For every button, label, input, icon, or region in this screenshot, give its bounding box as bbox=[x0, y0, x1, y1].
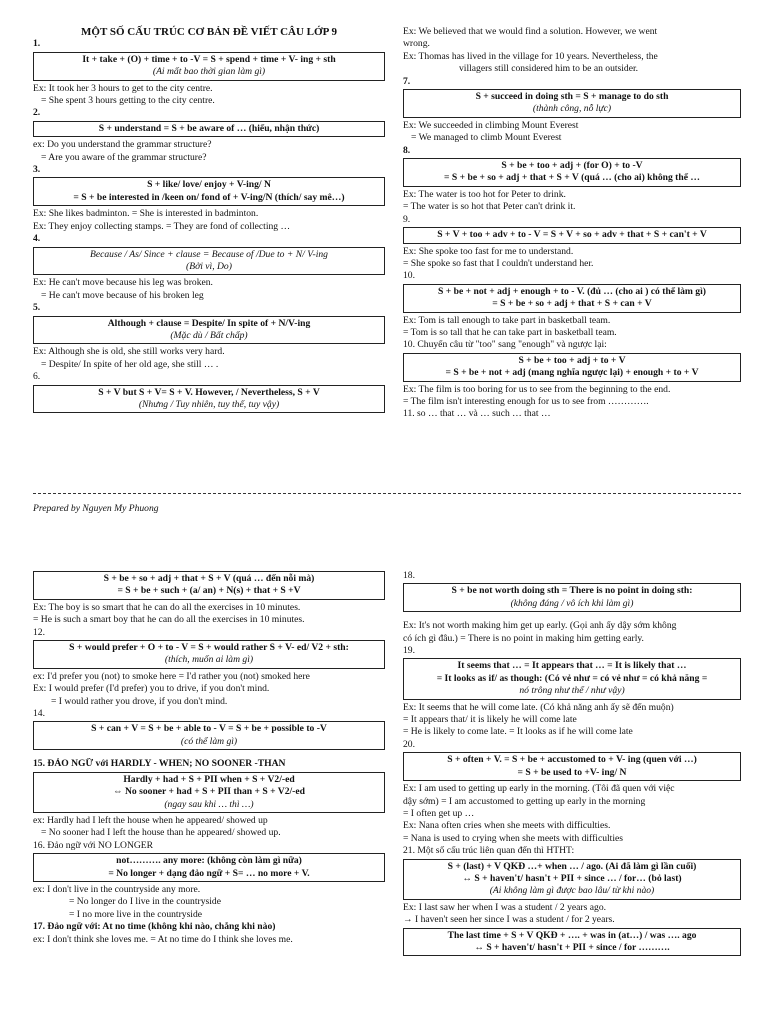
formula-box bbox=[33, 721, 385, 750]
formula-text: S + V + too + adv + to - V = S + V + so + adv + that + S + can't + V bbox=[437, 229, 707, 241]
formula-box bbox=[33, 385, 385, 414]
formula-text: = S + be + so + adj + that + S + V (quá … (cho ai) không thể … bbox=[444, 172, 700, 184]
section-number: 7. bbox=[403, 75, 411, 87]
example-line: = I often get up … bbox=[403, 807, 475, 819]
section-heading: 17. Đảo ngữ với: At no time (không khi nào, chẳng khi nào) bbox=[33, 921, 276, 933]
example-line: Ex: Tom is tall enough to take part in basketball team. bbox=[403, 314, 611, 326]
section-number: 14. bbox=[33, 708, 45, 720]
example-line: Ex: We succeeded in climbing Mount Everest bbox=[403, 119, 579, 131]
formula-text: S + often + V. = S + be + accustomed to + V- ing (quen với …) bbox=[447, 754, 697, 766]
example-line: Ex: The film is too boring for us to see from the beginning to the end. bbox=[403, 383, 671, 395]
section-number: 2. bbox=[33, 107, 41, 119]
formula-text: S + V but S + V= S + V. However, / Nevertheless, S + V bbox=[98, 386, 320, 398]
formula-text: S + understand = S + be aware of … (hiểu, nhận thức) bbox=[98, 122, 320, 134]
formula-text: = No longer + dạng đảo ngữ + S= … no more + V. bbox=[108, 867, 310, 879]
example-line: ex: Hardly had I left the house when he appeared/ showed up bbox=[33, 814, 268, 826]
formula-box bbox=[403, 284, 741, 313]
formula-box bbox=[403, 227, 741, 243]
example-line: Ex: She spoke too fast for me to understand. bbox=[403, 245, 574, 257]
author-credit: Prepared by Nguyen My Phuong bbox=[33, 503, 159, 514]
example-line: = Nana is used to crying when she meets with difficulties bbox=[403, 832, 623, 844]
formula-meaning: (Ai mất bao thời gian làm gì) bbox=[152, 66, 266, 78]
example-line: = She spoke so fast that I couldn't understand her. bbox=[403, 257, 594, 269]
section-heading: 21. Một số cấu trúc liên quan đến thì HTHT: bbox=[403, 845, 575, 857]
formula-text: = S + be + so + adj + that + S + can + V bbox=[492, 298, 652, 310]
example-line: Ex: I would prefer (I'd prefer) you to drive, if you don't mind. bbox=[33, 683, 270, 695]
formula-text: S + be not worth doing sth = There is no point in doing sth: bbox=[451, 585, 693, 597]
formula-meaning: (Nhưng / Tuy nhiên, tuy thế, tuy vậy) bbox=[138, 398, 280, 410]
formula-meaning: (Ai không làm gì được bao lâu/ từ khi nào) bbox=[489, 885, 655, 897]
section-number: 3. bbox=[33, 164, 41, 176]
formula-text: S + would prefer + O + to - V = S + would rather S + V- ed/ V2 + sth: bbox=[69, 642, 349, 654]
formula-text: S + like/ love/ enjoy + V-ing/ N bbox=[147, 179, 271, 191]
example-line: = I would rather you drove, if you don't mind. bbox=[51, 695, 228, 707]
formula-text: = S + be + not + adj (mang nghĩa ngược lại) + enough + to + V bbox=[445, 367, 699, 379]
example-line: Ex: It seems that he will come late. (Có khả năng anh ấy sẽ đến muộn) bbox=[403, 701, 674, 713]
bottom-left-column bbox=[33, 570, 385, 946]
formula-text: = S + be used to +V- ing/ N bbox=[517, 766, 627, 778]
formula-box bbox=[33, 177, 385, 206]
formula-text: ⇔ No sooner + had + S + PII than + S + V2/-ed bbox=[113, 786, 305, 798]
page-title: MỘT SỐ CẤU TRÚC CƠ BẢN ĐỀ VIẾT CÂU LỚP 9 bbox=[81, 26, 337, 38]
example-line: Ex: She likes badminton. = She is interested in badminton. bbox=[33, 208, 259, 220]
example-line: = She spent 3 hours getting to the city centre. bbox=[41, 95, 215, 107]
formula-text: = It looks as if/ as though: (Có vẻ như = có vẻ như = có khả năng = bbox=[436, 672, 708, 684]
section-number: 9. bbox=[403, 213, 411, 225]
example-line: Ex: Thomas has lived in the village for 10 years. Nevertheless, the bbox=[403, 50, 658, 62]
example-line: Ex: The water is too hot for Peter to drink. bbox=[403, 188, 566, 200]
formula-meaning: (không đáng / vô ích khi làm gì) bbox=[510, 597, 634, 609]
formula-text: Hardly + had + S + PII when + S + V2/-ed bbox=[123, 773, 295, 785]
section-number: 1. bbox=[33, 38, 41, 50]
formula-box bbox=[403, 89, 741, 118]
example-line: = No sooner had I left the house than he appeared/ showed up. bbox=[41, 827, 281, 839]
bottom-right-column bbox=[403, 570, 741, 958]
formula-text: Because / As/ Since + clause = Because of /Due to + N/ V-ing bbox=[90, 248, 328, 260]
formula-text: ↔ S + haven't/ hasn't + PII + since … / for… (bỏ last) bbox=[462, 872, 682, 884]
section-number: 12. bbox=[33, 626, 45, 638]
formula-box bbox=[33, 247, 385, 276]
formula-text: = S + be interested in /keen on/ fond of + V-ing/N (thích/ say mê…) bbox=[73, 191, 345, 203]
formula-box bbox=[403, 658, 741, 699]
example-line: wrong. bbox=[403, 38, 430, 50]
formula-box bbox=[403, 158, 741, 187]
formula-box bbox=[33, 853, 385, 882]
example-line: = No longer do I live in the countryside bbox=[69, 896, 221, 908]
formula-box bbox=[33, 571, 385, 600]
formula-text: S + can + V = S + be + able to - V = S + be + possible to -V bbox=[91, 723, 327, 735]
example-line: = It appears that/ it is likely he will come late bbox=[403, 714, 577, 726]
section-heading: 15. ĐẢO NGỮ với HARDLY - WHEN; NO SOONER -THAN bbox=[33, 758, 286, 770]
section-heading: 16. Đảo ngữ với NO LONGER bbox=[33, 839, 154, 851]
example-line: = He is likely to come late. = It looks as if he will come late bbox=[403, 726, 633, 738]
formula-text: The last time + S + V QKĐ + …. + was in (at…) / was …. ago bbox=[447, 929, 697, 941]
example-line: Ex: I last saw her when I was a student / 2 years ago. bbox=[403, 901, 607, 913]
formula-text: S + be + so + adj + that + S + V (quá … đến nỗi mà) bbox=[103, 573, 315, 584]
section-number: 8. bbox=[403, 144, 411, 156]
formula-box bbox=[403, 353, 741, 382]
example-line: = Tom is so tall that he can take part in basketball team. bbox=[403, 326, 617, 338]
example-line: = We managed to climb Mount Everest bbox=[411, 132, 562, 144]
section-number: 20. bbox=[403, 738, 415, 750]
formula-box bbox=[33, 772, 385, 813]
example-line: = Despite/ In spite of her old age, she still … . bbox=[41, 358, 219, 370]
top-left-column bbox=[33, 26, 385, 415]
example-line: Ex: He can't move because his leg was broken. bbox=[33, 277, 213, 289]
formula-meaning: (Mặc dù / Bất chấp) bbox=[170, 329, 248, 341]
formula-box bbox=[403, 583, 741, 612]
formula-box bbox=[403, 928, 741, 957]
example-line: = The film isn't interesting enough for us to see from …………. bbox=[403, 395, 649, 407]
formula-text: = S + be + such + (a/ an) + N(s) + that + S +V bbox=[117, 585, 301, 597]
example-line: = I no more live in the countryside bbox=[69, 908, 203, 920]
example-line: ex: I'd prefer you (not) to smoke here = I'd rather you (not) smoked here bbox=[33, 670, 310, 682]
formula-meaning: (ngay sau khi … thì …) bbox=[164, 798, 254, 810]
formula-box bbox=[403, 752, 741, 781]
example-line: Ex: I am used to getting up early in the morning. (Tôi đã quen với việc bbox=[403, 783, 675, 795]
section-number: 5. bbox=[33, 302, 41, 314]
section-number: 18. bbox=[403, 570, 415, 581]
formula-text: It + take + (O) + time + to -V = S + spend + time + V- ing + sth bbox=[82, 53, 336, 65]
example-line: = The water is so hot that Peter can't drink it. bbox=[403, 201, 576, 213]
example-line: có ích gì đâu.) = There is no point in making him getting early. bbox=[403, 632, 644, 644]
example-line: Ex: It took her 3 hours to get to the city centre. bbox=[33, 82, 213, 94]
example-line: Ex: Nana often cries when she meets with difficulties. bbox=[403, 820, 611, 832]
formula-text: S + (last) + V QKĐ …+ when … / ago. (Ai đã làm gì lần cuối) bbox=[447, 860, 697, 872]
example-line: = Are you aware of the grammar structure? bbox=[41, 151, 207, 163]
formula-meaning: nó trông như thể / như vậy) bbox=[519, 685, 625, 697]
formula-meaning: (Bởi vì, Do) bbox=[186, 260, 232, 272]
section-number: 10. bbox=[403, 270, 415, 282]
section-number: 19. bbox=[403, 645, 415, 657]
formula-meaning: (có thể làm gì) bbox=[180, 735, 238, 747]
example-line: ex: Do you understand the grammar structure? bbox=[33, 139, 212, 151]
section-number: 4. bbox=[33, 233, 41, 245]
formula-text: Although + clause = Despite/ In spite of + N/V-ing bbox=[107, 317, 311, 329]
example-line: → I haven't seen her since I was a student / for 2 years. bbox=[403, 914, 615, 926]
example-line: = He can't move because of his broken leg bbox=[41, 289, 204, 301]
formula-text: S + be + not + adj + enough + to - V. (đủ … (cho ai ) có thể làm gì) bbox=[438, 285, 706, 297]
section-number: 6. bbox=[33, 371, 41, 383]
formula-box bbox=[33, 640, 385, 669]
example-line: Ex: It's not worth making him get up early. (Gọi anh ấy dậy sớm không bbox=[403, 620, 677, 632]
example-line: Ex: Although she is old, she still works very hard. bbox=[33, 346, 225, 358]
formula-meaning: (thích, muốn ai làm gì) bbox=[164, 654, 254, 666]
section-number: 10. Chuyển câu từ "too" sang "enough" và ngược lại: bbox=[403, 339, 607, 351]
formula-meaning: (thành công, nỗ lực) bbox=[532, 103, 612, 115]
example-line: 11. so … that … và … such … that … bbox=[403, 408, 551, 420]
example-line: Ex: They enjoy collecting stamps. = They are fond of collecting … bbox=[33, 220, 291, 232]
example-line: villagers still considered him to be an outsider. bbox=[459, 63, 639, 75]
dashed-divider bbox=[33, 493, 741, 494]
formula-box bbox=[33, 52, 385, 81]
example-line: ex: I don't live in the countryside any more. bbox=[33, 883, 201, 895]
formula-box bbox=[33, 121, 385, 137]
formula-text: S + be + too + adj + to + V bbox=[518, 354, 626, 366]
example-line: Ex: The boy is so smart that he can do all the exercises in 10 minutes. bbox=[33, 601, 301, 613]
top-right-column bbox=[403, 26, 741, 421]
formula-box bbox=[33, 316, 385, 345]
formula-text: not………. any more: (không còn làm gì nữa) bbox=[116, 855, 302, 867]
formula-text: S + succeed in doing sth = S + manage to do sth bbox=[475, 91, 669, 103]
formula-text: S + be + too + adj + (for O) + to -V bbox=[501, 160, 643, 172]
formula-text: ↔ S + haven't/ hasn't + PII + since / for ………. bbox=[474, 941, 670, 953]
formula-box bbox=[403, 859, 741, 900]
example-line: dậy sớm) = I am accustomed to getting up early in the morning bbox=[403, 795, 646, 807]
example-line: = He is such a smart boy that he can do all the exercises in 10 minutes. bbox=[33, 614, 305, 626]
formula-text: It seems that … = It appears that … = It is likely that … bbox=[457, 660, 687, 672]
example-line: ex: I don't think she loves me. = At no time do I think she loves me. bbox=[33, 933, 293, 945]
example-line: Ex: We believed that we would find a solution. However, we went bbox=[403, 26, 658, 37]
